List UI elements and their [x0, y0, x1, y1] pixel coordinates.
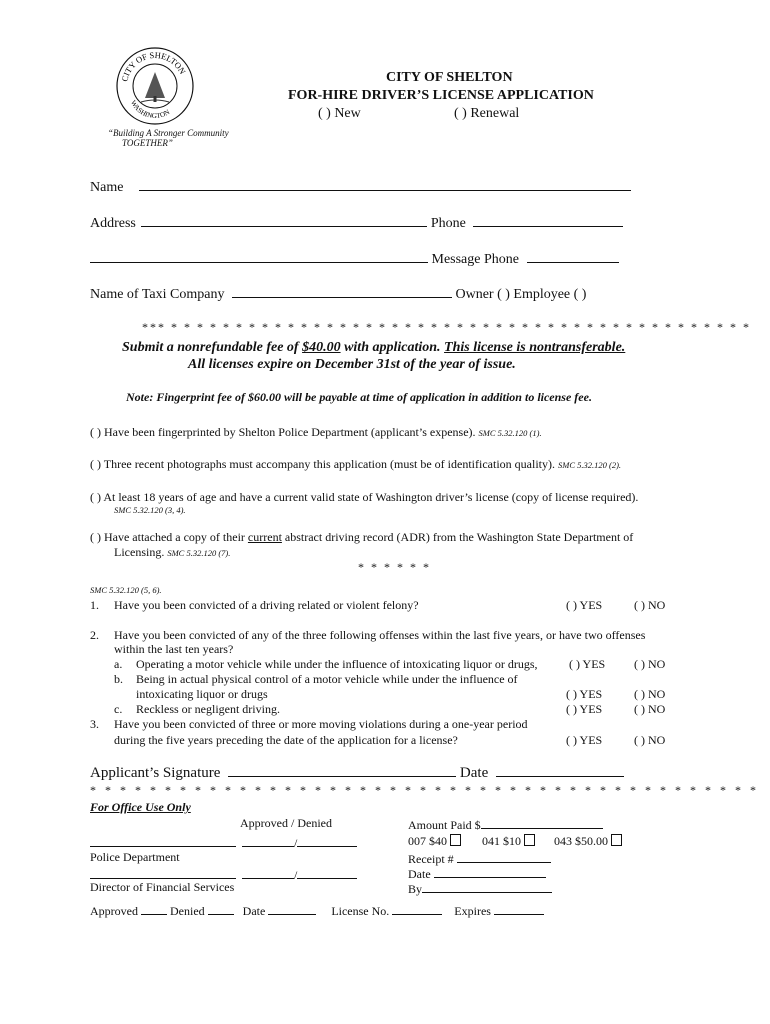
q2a-letter: a.	[114, 657, 123, 671]
q2b-no[interactable]: ( ) NO	[634, 687, 666, 701]
fee-codes[interactable]	[408, 834, 622, 849]
form-title: FOR-HIRE DRIVER’S LICENSE APPLICATION	[288, 88, 594, 103]
taxi-company-field[interactable]	[90, 285, 586, 303]
office-date-field[interactable]: Date	[408, 865, 546, 882]
address-line[interactable]	[141, 214, 427, 227]
code-007: 007 $40	[408, 834, 447, 848]
tagline-line-1: “Building A Stronger Community	[108, 128, 229, 138]
address-label: Address	[90, 216, 136, 231]
signature-date-label: Date	[459, 765, 489, 781]
final-status-row[interactable]: Approved Denied Date License No. Expires	[90, 902, 544, 919]
address-field[interactable]	[90, 214, 623, 232]
approved-denied-label: Approved / Denied	[240, 816, 332, 830]
signature-label: Applicant’s Signature	[90, 765, 221, 781]
expiry-notice: All licenses expire on December 31st of the year of issue.	[188, 357, 516, 372]
smc-reference: SMC 5.32.120 (7).	[167, 548, 231, 558]
director-signoff-line[interactable]: /	[90, 866, 357, 883]
q3-no[interactable]: ( ) NO	[634, 733, 666, 747]
section-separator: * * * * * *	[358, 560, 431, 574]
city-title: CITY OF SHELTON	[386, 70, 513, 85]
owner-employee-options[interactable]: Owner ( ) Employee ( )	[455, 287, 587, 302]
question-2b: Being in actual physical control of a motor vehicle while under the influence of	[136, 672, 518, 686]
q1-no[interactable]: ( ) NO	[634, 598, 666, 612]
fingerprint-fee-note: Note: Fingerprint fee of $60.00 will be payable at time of application in addition to license fee.	[126, 390, 592, 404]
smc-reference: SMC 5.32.120 (2).	[557, 460, 622, 470]
phone-line[interactable]	[473, 214, 623, 227]
smc-reference: SMC 5.32.120 (5, 6).	[90, 585, 162, 595]
checkbox-041[interactable]	[524, 834, 535, 846]
checkbox-043[interactable]	[611, 834, 622, 846]
question-1: Have you been convicted of a driving related or violent felony?	[114, 598, 419, 612]
code-043: 043 $50.00	[554, 834, 608, 848]
requirement-photographs[interactable]: ( ) Three recent photographs must accompany this application (must be of identification quality). SMC 5.32.120 (2).	[90, 457, 622, 471]
q3-number: 3.	[90, 717, 99, 731]
q2a-no[interactable]: ( ) NO	[634, 657, 666, 671]
name-field[interactable]	[90, 178, 631, 196]
city-seal-logo	[115, 46, 195, 126]
signature-field[interactable]	[90, 764, 624, 782]
q2a-yes[interactable]: ( ) YES	[569, 657, 606, 671]
requirement-age-license[interactable]: ( ) At least 18 years of age and have a current valid state of Washington driver’s license (copy of license required).	[90, 490, 639, 504]
smc-reference: SMC 5.32.120 (3, 4).	[114, 505, 186, 515]
option-new[interactable]: ( ) New	[318, 106, 361, 121]
question-3: Have you been convicted of three or more moving violations during a one-year period	[114, 717, 528, 731]
address-line-2[interactable]	[90, 250, 428, 263]
director-label: Director of Financial Services	[90, 880, 235, 894]
tagline-line-2: TOGETHER”	[122, 138, 173, 148]
q2c-no[interactable]: ( ) NO	[634, 702, 666, 716]
taxi-company-line[interactable]	[232, 285, 452, 298]
question-3-cont: during the five years preceding the date of the application for a license?	[114, 733, 458, 747]
smc-reference: SMC 5.32.120 (1).	[478, 428, 542, 438]
signature-date-line[interactable]	[496, 764, 624, 777]
question-2-cont: within the last ten years?	[114, 642, 234, 656]
question-2a: Operating a motor vehicle while under the influence of intoxicating liquor or drugs,	[136, 657, 538, 671]
svg-text:CITY OF SHELTON: CITY OF SHELTON	[119, 49, 188, 83]
taxi-company-label: Name of Taxi Company	[90, 287, 225, 302]
q2b-yes[interactable]: ( ) YES	[566, 687, 603, 701]
message-phone-line[interactable]	[527, 250, 619, 263]
address-line-2-field[interactable]	[90, 250, 619, 268]
requirement-driving-record-cont: Licensing. SMC 5.32.120 (7).	[114, 545, 231, 559]
question-2b-cont: intoxicating liquor or drugs	[136, 687, 268, 701]
q3-yes[interactable]: ( ) YES	[566, 733, 603, 747]
signature-line[interactable]	[228, 764, 456, 777]
q1-yes[interactable]: ( ) YES	[566, 598, 603, 612]
name-line[interactable]	[139, 178, 631, 191]
requirement-fingerprinted[interactable]: ( ) Have been fingerprinted by Shelton Police Department (applicant’s expense). SMC 5.32.120 (1).	[90, 425, 542, 439]
q1-number: 1.	[90, 598, 99, 612]
q2b-letter: b.	[114, 672, 123, 686]
police-signoff-line[interactable]: /	[90, 834, 357, 851]
nontransferable-text: This license is nontransferable.	[444, 340, 626, 355]
star-divider-bottom: * * * * * * * * * * * * * * * * * * * * * * * * * * * * * * * * * * * * * * * * * * * * *	[90, 783, 759, 797]
police-department-label: Police Department	[90, 850, 180, 864]
star-divider-top: *** * * * * * * * * * * * * * * * * * * * * * * * * * * * * * * * * * * * * * * * * * * * * *	[142, 320, 751, 334]
receipt-field[interactable]: Receipt #	[408, 850, 551, 867]
question-2c: Reckless or negligent driving.	[136, 702, 280, 716]
svg-text:WASHINGTON: WASHINGTON	[129, 98, 172, 121]
by-field[interactable]: By	[408, 880, 552, 897]
phone-label: Phone	[430, 216, 466, 231]
option-renewal[interactable]: ( ) Renewal	[454, 106, 520, 121]
office-use-heading: For Office Use Only	[90, 800, 191, 814]
code-041: 041 $10	[482, 834, 521, 848]
requirement-driving-record[interactable]: ( ) Have attached a copy of their current abstract driving record (ADR) from the Washington State Department of	[90, 530, 634, 544]
fee-amount: $40.00	[302, 340, 341, 355]
q2c-letter: c.	[114, 702, 123, 716]
question-2: Have you been convicted of any of the three following offenses within the last five years, or have two offenses	[114, 628, 646, 642]
checkbox-007[interactable]	[450, 834, 461, 846]
message-phone-label: Message Phone	[431, 252, 519, 267]
q2c-yes[interactable]: ( ) YES	[566, 702, 603, 716]
name-label: Name	[90, 180, 124, 195]
fee-notice: Submit a nonrefundable fee of $40.00 with application. This license is nontransferable.	[122, 340, 626, 355]
amount-paid-field[interactable]: Amount Paid $	[408, 816, 603, 833]
q2-number: 2.	[90, 628, 99, 642]
